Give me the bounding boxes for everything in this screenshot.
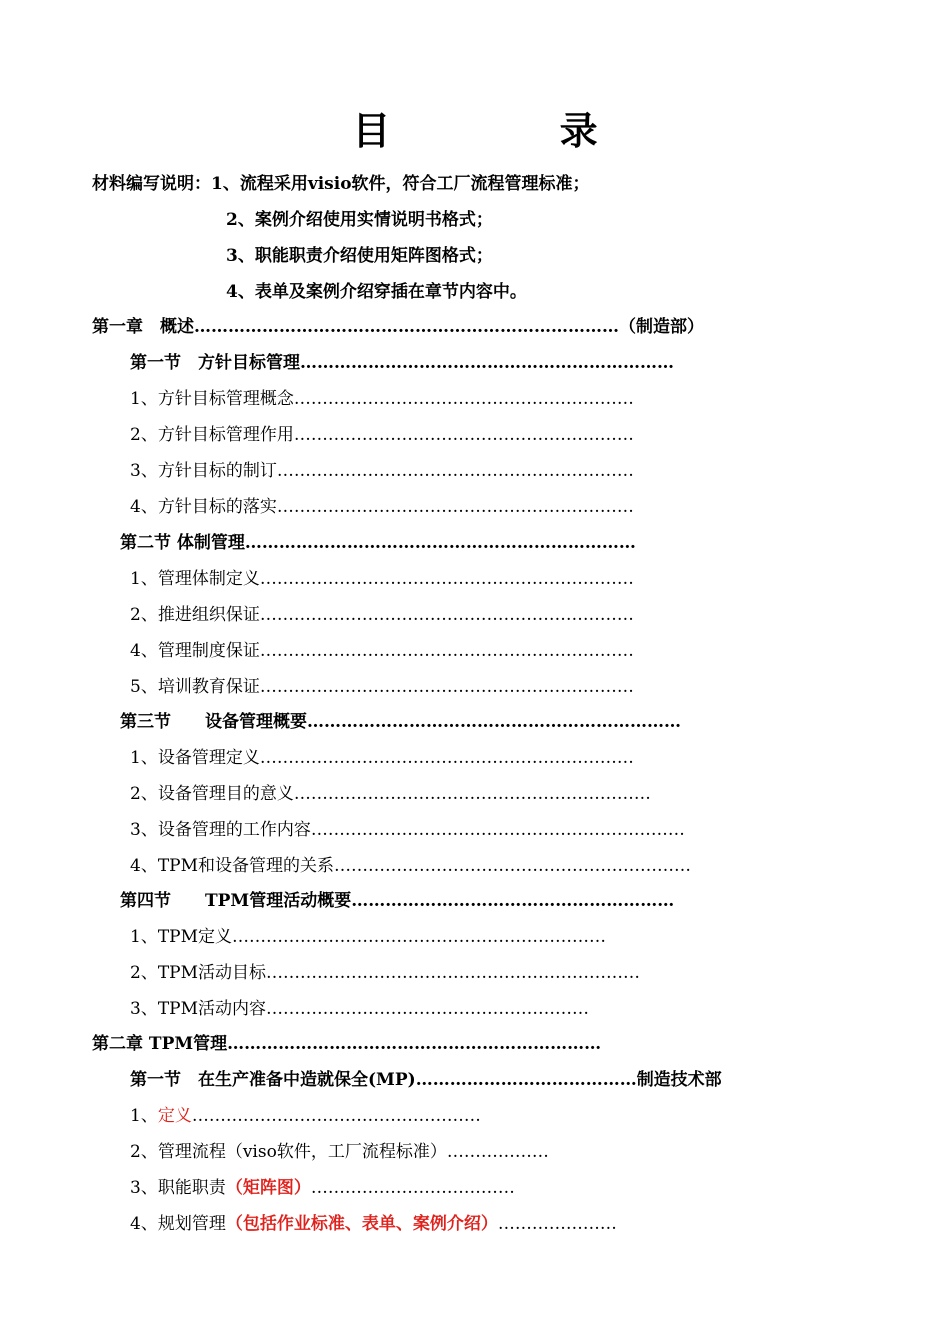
- notes-item-2: 2、案例介绍使用实情说明书格式；: [226, 210, 493, 230]
- toc-item[interactable]: [130, 1176, 515, 1200]
- toc-item[interactable]: [130, 639, 634, 663]
- toc-item-label: 4、管理制度保证: [130, 641, 260, 661]
- leader-dots: ……………………………………………………: [293, 389, 634, 409]
- leader-dots: …………………………………………………………: [232, 927, 606, 947]
- leader-dots: ………………: [446, 1142, 549, 1162]
- toc-item[interactable]: [130, 495, 634, 519]
- toc-item[interactable]: [130, 675, 634, 699]
- leader-dots: …………………………………………………………: [266, 963, 640, 983]
- toc-chapter-1[interactable]: [92, 315, 704, 339]
- notes-line-1: [92, 172, 590, 196]
- toc-item-label: 5、培训教育保证: [130, 677, 260, 697]
- notes-lead: 材料编写说明：: [92, 174, 211, 194]
- toc-item-label: 1、TPM定义: [130, 927, 232, 947]
- toc-suffix: （制造部）: [619, 317, 704, 337]
- toc-item-label: 2、管理流程（viso软件，工厂流程标准）: [130, 1142, 447, 1162]
- toc-label: 第二章 TPM管理: [92, 1034, 228, 1054]
- leader-dots: …………………………………………………………: [259, 605, 634, 625]
- toc-ch2-section-1[interactable]: [130, 1068, 722, 1092]
- toc-item-label: 4、规划管理: [130, 1214, 226, 1234]
- toc-label: 第二节 体制管理: [120, 533, 245, 553]
- toc-item-label: 3、方针目标的制订: [130, 461, 277, 481]
- toc-item-label: 1、设备管理定义: [130, 748, 260, 768]
- toc-item-highlight: （包括作业标准、表单、案例介绍）: [225, 1214, 498, 1234]
- toc-item-highlight: 定义: [157, 1106, 192, 1126]
- leader-dots: ………………………………………………………: [334, 856, 691, 876]
- toc-section-1[interactable]: [130, 351, 674, 375]
- leader-dots: …………………: [497, 1214, 617, 1234]
- toc-item[interactable]: [130, 961, 640, 985]
- toc-section-3[interactable]: [120, 710, 681, 734]
- leader-dots: …………………………………………………………: [259, 569, 634, 589]
- toc-label: 第四节 TPM管理活动概要: [120, 891, 352, 911]
- toc-item[interactable]: [130, 459, 634, 483]
- toc-item[interactable]: [130, 603, 634, 627]
- leader-dots: ………………………………………………………: [276, 461, 634, 481]
- leader-dots: …………………………………………………………: [300, 353, 674, 373]
- leader-dots: …………………………………………………………: [307, 712, 681, 732]
- toc-item[interactable]: [130, 423, 634, 447]
- leader-dots: …………………………………………………………: [259, 748, 634, 768]
- leader-dots: …………………………………………………………………: [194, 317, 619, 337]
- toc-item[interactable]: [130, 997, 589, 1021]
- toc-item-highlight: （矩阵图）: [225, 1178, 311, 1198]
- toc-item[interactable]: [130, 1104, 481, 1128]
- leader-dots: …………………………………………………………: [310, 820, 685, 840]
- page-title: 目 录: [352, 109, 676, 153]
- toc-item[interactable]: [130, 818, 685, 842]
- leader-dots: ………………………………………………………: [293, 784, 651, 804]
- toc-item-label: 4、TPM和设备管理的关系: [130, 856, 334, 876]
- toc-item-label: 2、推进组织保证: [130, 605, 260, 625]
- notes-item-4: 4、表单及案例介绍穿插在章节内容中。: [226, 282, 527, 302]
- leader-dots: …………………………………………………………: [227, 1034, 602, 1054]
- toc-item-label: 4、方针目标的落实: [130, 497, 277, 517]
- notes-item-3: 3、职能职责介绍使用矩阵图格式；: [226, 246, 493, 266]
- toc-item[interactable]: [130, 1140, 549, 1164]
- toc-item-label: 2、方针目标管理作用: [130, 425, 294, 445]
- toc-label: 第一节 方针目标管理: [130, 353, 300, 373]
- toc-item-label: 2、TPM活动目标: [130, 963, 266, 983]
- leader-dots: …………………………………………………: [266, 999, 589, 1019]
- leader-dots: …………………………………………………………: [259, 641, 634, 661]
- toc-label: 第一节 在生产准备中造就保全(MP): [130, 1070, 416, 1090]
- toc-item[interactable]: [130, 1212, 617, 1236]
- toc-item[interactable]: [130, 746, 634, 770]
- toc-item-label: 3、设备管理的工作内容: [130, 820, 311, 840]
- leader-dots: ………………………………: [310, 1178, 515, 1198]
- toc-label: 第三节 设备管理概要: [120, 712, 307, 732]
- toc-item[interactable]: [130, 925, 606, 949]
- toc-chapter-2[interactable]: [92, 1032, 601, 1056]
- toc-section-2[interactable]: [120, 531, 636, 555]
- toc-item-label: 3、TPM活动内容: [130, 999, 266, 1019]
- toc-item-num: 1、: [130, 1106, 158, 1126]
- toc-section-4[interactable]: [120, 889, 674, 913]
- toc-suffix: 制造技术部: [636, 1070, 722, 1090]
- leader-dots: ……………………………………………………………: [244, 533, 636, 553]
- toc-item-label: 1、方针目标管理概念: [130, 389, 294, 409]
- toc-item-label: 3、职能职责: [130, 1178, 226, 1198]
- toc-item[interactable]: [130, 567, 634, 591]
- toc-item[interactable]: [130, 854, 691, 878]
- leader-dots: …………………………………………………………: [259, 677, 634, 697]
- leader-dots: ………………………………………………………: [276, 497, 634, 517]
- leader-dots: …………………………………: [415, 1070, 637, 1090]
- leader-dots: ……………………………………………………: [293, 425, 634, 445]
- toc-item-label: 1、管理体制定义: [130, 569, 260, 589]
- toc-item[interactable]: [130, 782, 651, 806]
- leader-dots: …………………………………………………: [351, 891, 675, 911]
- notes-item-1: 1、流程采用visio软件，符合工厂流程管理标准；: [211, 174, 590, 194]
- leader-dots: ……………………………………………: [191, 1106, 481, 1126]
- toc-item-label: 2、设备管理目的意义: [130, 784, 294, 804]
- toc-label: 第一章 概述: [92, 317, 194, 337]
- toc-item[interactable]: [130, 387, 634, 411]
